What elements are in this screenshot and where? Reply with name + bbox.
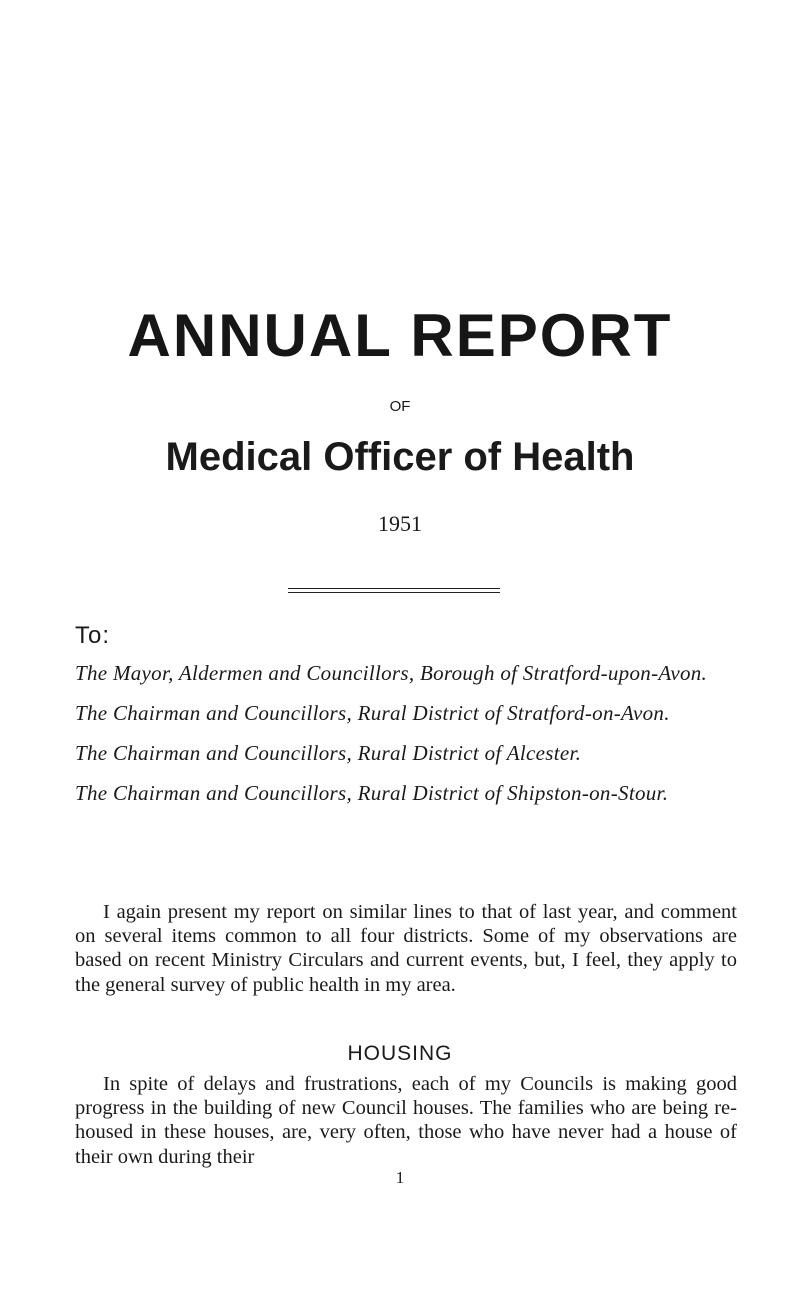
to-label: To: (75, 622, 111, 649)
addressee-rural-shipston: The Chairman and Councillors, Rural District of Shipston-on-Stour. (75, 781, 669, 805)
addressee-rural-stratford: The Chairman and Councillors, Rural District of Stratford-on-Avon. (75, 701, 670, 725)
addressee-borough-stratford: The Mayor, Aldermen and Councillors, Borough of Stratford-upon-Avon. (75, 661, 708, 685)
intro-paragraph: I again present my report on similar lines to that of last year, and comment on several items common to all four districts. Some of my observations are based on recent Ministry Circulars and current events, but, I feel, they apply to the general survey of public health in my area. (75, 901, 737, 996)
report-title: ANNUAL REPORT (127, 302, 673, 369)
report-year: 1951 (378, 511, 422, 536)
section-heading-housing: HOUSING (347, 1042, 453, 1065)
title-connector: OF (389, 398, 411, 415)
housing-paragraph: In spite of delays and frustrations, each of my Councils is making good progress in the building of new Council houses. The families who are being re-housed in these houses, are, very often, those who have never had a house of their own during their (75, 1073, 737, 1168)
divider-rule-bottom (288, 592, 500, 593)
addressee-rural-alcester: The Chairman and Councillors, Rural District of Alcester. (75, 741, 582, 765)
addressee-list (75, 660, 735, 820)
divider-rule-top (288, 588, 500, 589)
report-subtitle: Medical Officer of Health (165, 435, 635, 479)
page-number: 1 (395, 1168, 405, 1187)
